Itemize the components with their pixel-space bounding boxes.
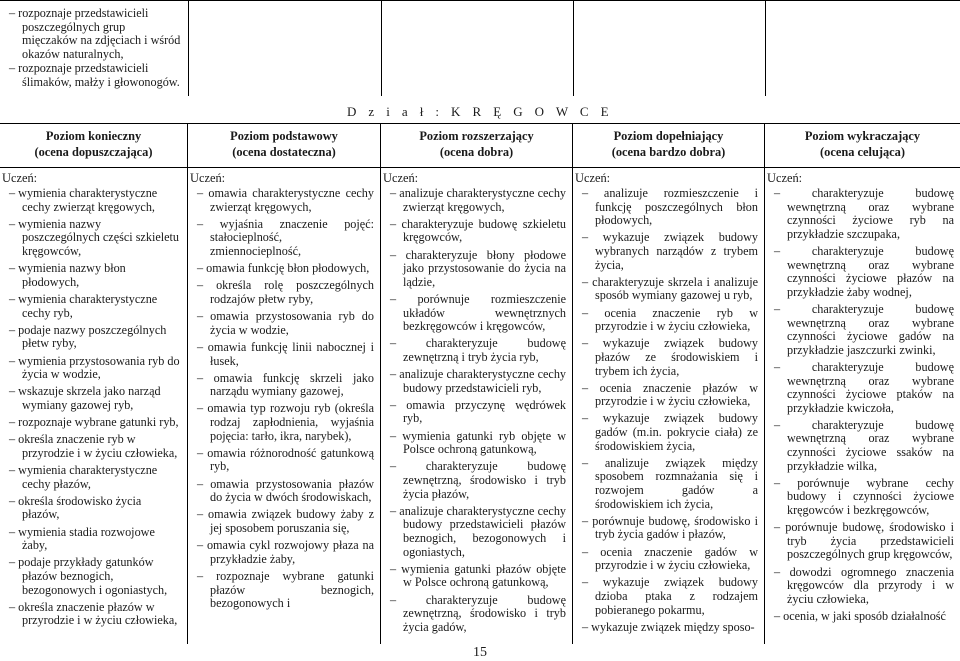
- list-item: – charakteryzuje budowę wewnętrzną oraz wybrane czynności życiowe płazów na przykładzie żaby wodnej,: [765, 245, 954, 299]
- list-item: – charakteryzuje błony płodowe jako przystosowanie do życia na lądzie,: [381, 249, 566, 290]
- previous-section-cell-4: [573, 1, 766, 96]
- previous-section-cell-1: [0, 1, 189, 96]
- list-item: – charakteryzuje budowę wewnętrzną oraz wybrane czynności życiowe gadów na przykładzie jaszczurki zwinki,: [765, 303, 954, 357]
- list-item: – wskazuje skrzela jako narząd wymiany gazowej ryb,: [0, 385, 181, 412]
- list-item: – omawia przyczynę wędrówek ryb,: [381, 399, 566, 426]
- list-item: – ocenia znaczenie ryb w przyrodzie i w życiu człowieka,: [573, 307, 758, 334]
- list-item: – omawia związek budowy żaby z jej sposobem poruszania się,: [188, 508, 374, 535]
- list-item: – wymienia przystosowania ryb do życia w wodzie,: [0, 355, 181, 382]
- list-item: – ocenia, w jaki sposób działalność: [765, 610, 954, 624]
- requirements-table: [0, 123, 960, 644]
- list-item: – charakteryzuje budowę wewnętrzną oraz wybrane czynności życiowe ptaków na przykładzie kwiczoła,: [765, 361, 954, 415]
- list-item: – analizuje charakterystyczne cechy budowy przedstawicieli płazów beznogich, bezogonowych i ogoniastych,: [381, 505, 566, 559]
- list-item: – charakteryzuje budowę zewnętrzną, środowisko i tryb życia gadów,: [381, 594, 566, 635]
- list-item: – omawia przystosowania ryb do życia w wodzie,: [188, 310, 374, 337]
- section-title: D z i a ł : K R Ę G O W C E: [346, 104, 613, 119]
- list-item: – omawia charakterystyczne cechy zwierząt kręgowych,: [188, 187, 374, 214]
- list-item: – wymienia charakterystyczne cechy płazów,: [0, 464, 181, 491]
- requirements-list: [0, 185, 187, 628]
- list-item: – charakteryzuje budowę wewnętrzną oraz wybrane czynności życiowe ryb na przykładzie szczupaka,: [765, 187, 954, 241]
- grade-name: (ocena dopuszczająca): [34, 145, 153, 159]
- list-item: – porównuje budowę, środowisko i tryb życia przedstawicieli poszczególnych grup kręgowców,: [765, 521, 954, 562]
- column-dopelniajacy: [573, 124, 765, 644]
- list-item: – charakteryzuje budowę zewnętrzną, środowisko i tryb życia płazów,: [381, 460, 566, 501]
- list-item: – wyjaśnia znaczenie pojęć: stałocieplność, zmiennocieplność,: [188, 218, 374, 259]
- uczen-label: Uczeń:: [383, 171, 419, 185]
- level-name: Poziom rozszerzający: [419, 129, 534, 143]
- list-item: – rozpoznaje przedstawicieli ślimaków, małży i głowonogów.: [0, 62, 182, 89]
- list-item: – omawia różnorodność gatunkową ryb,: [188, 447, 374, 474]
- grade-name: (ocena bardzo dobra): [611, 145, 726, 159]
- list-item: – określa środowisko życia płazów,: [0, 495, 181, 522]
- previous-section-cell-5: [765, 1, 960, 96]
- list-item: – określa znaczenie ryb w przyrodzie i w życiu człowieka,: [0, 433, 181, 460]
- list-item: – charakteryzuje skrzela i analizuje sposób wymiany gazowej u ryb,: [573, 276, 758, 303]
- list-item: – ocenia znaczenie gadów w przyrodzie i w życiu człowieka,: [573, 546, 758, 573]
- grade-name: (ocena celująca): [820, 145, 905, 159]
- list-item: – podaje nazwy poszczególnych płetw ryby,: [0, 324, 181, 351]
- uczen-label: Uczeń:: [2, 171, 38, 185]
- requirements-list: [765, 185, 960, 624]
- column-wykraczajacy: [765, 124, 960, 644]
- list-item: – wykazuje związek między sposo-: [573, 621, 758, 635]
- list-item: – omawia typ rozwoju ryb (określa rodzaj zapłodnienia, wyjaśnia pojęcia: tarło, ikra, narybek),: [188, 402, 374, 443]
- requirements-list: [188, 185, 380, 611]
- list-item: – analizuje charakterystyczne cechy budowy przedstawicieli ryb,: [381, 368, 566, 395]
- list-item: – wymienia charakterystyczne cechy ryb,: [0, 293, 181, 320]
- list-item: – charakteryzuje budowę wewnętrzną oraz wybrane czynności życiowe ssaków na przykładzie wilka,: [765, 419, 954, 473]
- list-item: – wykazuje związek budowy gadów (m.in. pokrycie ciała) ze środowiskiem życia,: [573, 412, 758, 453]
- level-name: Poziom dopełniający: [613, 129, 724, 143]
- list-item: – określa znaczenie płazów w przyrodzie i w życiu człowieka,: [0, 601, 181, 628]
- column-podstawowy: [188, 124, 381, 644]
- list-item: – wykazuje związek budowy płazów ze środowiskiem i trybem ich życia,: [573, 337, 758, 378]
- list-item: – wymienia charakterystyczne cechy zwierząt kręgowych,: [0, 187, 181, 214]
- requirements-list: [573, 185, 764, 634]
- grade-name: (ocena dostateczna): [232, 145, 336, 159]
- uczen-label: Uczeń:: [190, 171, 226, 185]
- list-item: – omawia cykl rozwojowy płaza na przykładzie żaby,: [188, 539, 374, 566]
- list-item: – podaje przykłady gatunków płazów beznogich, bezogonowych i ogoniastych,: [0, 556, 181, 597]
- list-item: – wymienia stadia rozwojowe żaby,: [0, 526, 181, 553]
- previous-section-cell-2: [188, 1, 382, 96]
- previous-section-table: [0, 0, 960, 96]
- list-item: – określa rolę poszczególnych rodzajów płetw ryby,: [188, 279, 374, 306]
- list-item: – analizuje rozmieszczenie i funkcję poszczególnych błon płodowych,: [573, 187, 758, 228]
- previous-section-cell-3: [381, 1, 574, 96]
- column-header: [0, 124, 187, 168]
- list-item: – wymienia gatunki ryb objęte w Polsce ochroną gatunkową,: [381, 430, 566, 457]
- list-item: – ocenia znaczenie płazów w przyrodzie i w życiu człowieka,: [573, 382, 758, 409]
- list-item: – rozpoznaje wybrane gatunki płazów beznogich, bezogonowych i: [188, 570, 374, 611]
- list-item: – omawia przystosowania płazów do życia w dwóch środowiskach,: [188, 478, 374, 505]
- list-item: – charakteryzuje budowę szkieletu kręgowców,: [381, 218, 566, 245]
- list-item: – analizuje charakterystyczne cechy zwierząt kręgowych,: [381, 187, 566, 214]
- uczen-label: Uczeń:: [767, 171, 803, 185]
- list-item: – wykazuje związek budowy wybranych narządów z trybem życia,: [573, 231, 758, 272]
- level-name: Poziom konieczny: [45, 129, 142, 143]
- requirements-list: [381, 185, 572, 634]
- list-item: – porównuje budowę, środowisko i tryb życia gadów i płazów,: [573, 515, 758, 542]
- list-item: – rozpoznaje wybrane gatunki ryb,: [0, 416, 181, 430]
- list-item: – omawia funkcję linii nabocznej i łusek,: [188, 341, 374, 368]
- level-name: Poziom wykraczający: [804, 129, 921, 143]
- column-header: [381, 124, 572, 168]
- list-item: – omawia funkcję błon płodowych,: [188, 262, 374, 276]
- uczen-label: Uczeń:: [575, 171, 611, 185]
- list-item: – rozpoznaje przedstawicieli poszczególnych grup mięczaków na zdjęciach i wśród okazów naturalnych,: [0, 7, 182, 61]
- list-item: – analizuje związek między sposobem rozmnażania się i rozwojem gadów a środowiskiem ich życia,: [573, 457, 758, 511]
- level-name: Poziom podstawowy: [230, 129, 338, 143]
- list-item: – porównuje rozmieszczenie układów wewnętrznych bezkręgowców i kręgowców,: [381, 293, 566, 334]
- column-header: [573, 124, 764, 168]
- list-item: – charakteryzuje budowę zewnętrzną i tryb życia ryb,: [381, 337, 566, 364]
- list-item: – wymienia gatunki płazów objęte w Polsce ochroną gatunkową,: [381, 563, 566, 590]
- list-item: – wymienia nazwy poszczególnych części szkieletu kręgowców,: [0, 218, 181, 259]
- previous-section-list: [0, 1, 188, 90]
- column-konieczny: [0, 124, 188, 644]
- page-number: 15: [473, 645, 487, 660]
- list-item: – porównuje wybrane cechy budowy i czynności życiowe kręgowców i bezkręgowców,: [765, 477, 954, 518]
- list-item: – wymienia nazwy błon płodowych,: [0, 262, 181, 289]
- column-rozszerzajacy: [381, 124, 573, 644]
- list-item: – omawia funkcję skrzeli jako narządu wymiany gazowej,: [188, 372, 374, 399]
- list-item: – dowodzi ogromnego znaczenia kręgowców dla przyrody i w życiu człowieka,: [765, 566, 954, 607]
- column-header: [765, 124, 960, 168]
- column-header: [188, 124, 380, 168]
- list-item: – wykazuje związek budowy dzioba ptaka z rodzajem pobieranego pokarmu,: [573, 576, 758, 617]
- grade-name: (ocena dobra): [439, 145, 514, 159]
